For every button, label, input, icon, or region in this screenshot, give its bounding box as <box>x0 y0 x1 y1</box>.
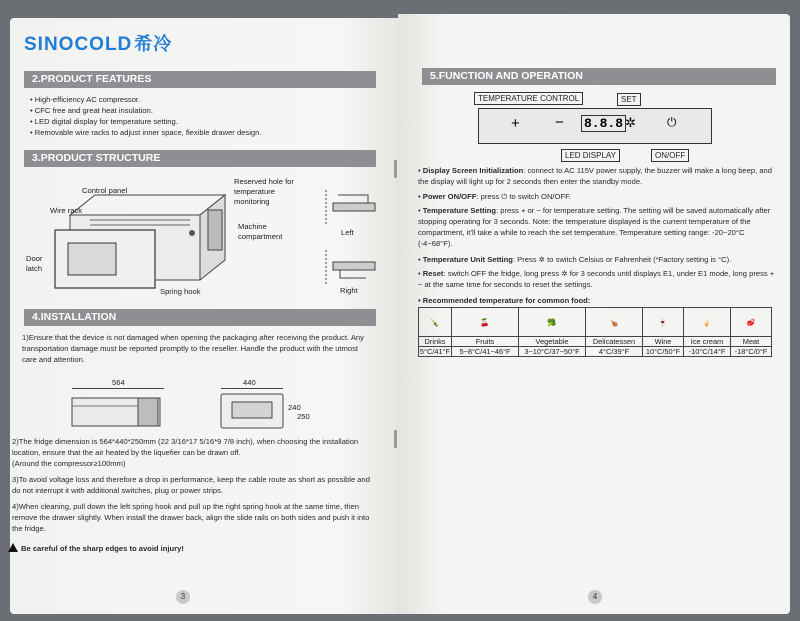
install-step-3: 3)To avoid voltage loss and therefore a drop in performance, keep the cable route as short as possible and do not interrupt it with additional switches, plug or power strips. <box>12 475 370 495</box>
section-title-installation: 4.INSTALLATION <box>24 309 376 326</box>
food-name: Delicatessen <box>586 337 643 347</box>
left-hook-drawing <box>318 185 378 230</box>
section-title-features: 2.PRODUCT FEATURES <box>24 71 376 88</box>
para-temp-setting: • Temperature Setting: press + or − for temperature setting. The setting will be saved automatically after stopping operating for 3 seconds. Note: the temperature displayed is the current temperature of the compartment, it’ll take a while to reach the set temperature. Temperature setting range: -20~20°C (-4~68°F). <box>418 206 771 248</box>
warning-line: Be careful of the sharp edges to avoid injury! <box>8 543 368 554</box>
right-hook-drawing <box>318 248 378 286</box>
page-number-right: 4 <box>588 590 602 604</box>
gear-icon: ✲ <box>625 115 636 130</box>
drinks-icon: 🍾 <box>419 308 452 337</box>
callout-set: SET <box>617 93 641 106</box>
minus-icon: − <box>555 114 564 131</box>
plus-icon: + <box>511 115 520 132</box>
section-title-structure: 3.PRODUCT STRUCTURE <box>24 150 376 167</box>
recommended-title: • Recommended temperature for common food: <box>418 296 591 305</box>
wine-icon: 🍷 <box>643 308 684 337</box>
label-spring-hook: Spring hook <box>160 287 201 296</box>
install-step-4: 4)When cleaning, pull down the left spring hook and pull up the right spring hook at the same time, then remove the drawer slightly. When install the drawer back, align the slide rails on both sides and push it into the fridge. <box>12 502 370 533</box>
food-name: Fruits <box>452 337 519 347</box>
food-temp: -10°C/14°F <box>684 347 731 357</box>
dim-564: 564 <box>112 378 125 387</box>
food-name: Wine <box>643 337 684 347</box>
label-wire-rack: Wire rack <box>50 206 83 215</box>
delicatessen-icon: 🍗 <box>586 308 643 337</box>
sinocold-logo: SINOCOLD 希冷 <box>24 34 173 55</box>
callout-led-display: LED DISPLAY <box>561 149 620 162</box>
food-temp: 10°C/50°F <box>643 347 684 357</box>
food-temp: 4°C/39°F <box>586 347 643 357</box>
label-machine-compartment: Machine compartment <box>238 222 283 241</box>
label-reserved-hole: Reserved hole for temperature monitoring <box>234 177 294 206</box>
label-left: Left <box>341 228 354 237</box>
para-unit-setting: • Temperature Unit Setting: Press ✲ to switch Celsius or Fahrenheit (*Factory setting is °C). <box>418 255 732 264</box>
food-temp: -18°C/0°F <box>731 347 772 357</box>
fruits-icon: 🍒 <box>452 308 519 337</box>
control-panel-drawing <box>478 108 712 144</box>
food-name: Vegetable <box>519 337 586 347</box>
install-step-2: 2)The fridge dimension is 564*440*250mm (22 3/16*17 5/16*9 7/8 inch), when choosing the installation location, ensure that the air heated by the liquefier can be drawn off. (Around the compressor≥100mm) <box>12 437 359 468</box>
label-control-panel: Control panel <box>82 186 128 195</box>
staple-bottom <box>394 430 397 448</box>
food-temp: 3~10°C/37~50°F <box>519 347 586 357</box>
dim-440: 440 <box>243 378 256 387</box>
callout-temperature-control: TEMPERATURE CONTROL <box>474 92 583 105</box>
label-door-latch: Door latch <box>26 254 43 273</box>
power-icon: ⏻ <box>667 115 677 129</box>
staple-top <box>394 160 397 178</box>
para-power: • Power ON/OFF: press ⏻ to switch ON/OFF. <box>418 192 571 201</box>
food-temp: 5~8°C/41~46°F <box>452 347 519 357</box>
para-display-init: • Display Screen Initialization: connect to AC 115V power supply, the buzzer will make a long beep, and the display will light up for 2 seconds then enter the standby mode. <box>418 166 772 186</box>
ice-cream-icon: 🍦 <box>684 308 731 337</box>
food-name: Meat <box>731 337 772 347</box>
warning-icon <box>8 543 18 552</box>
front-view-drawing <box>218 390 288 432</box>
food-temp: 5°C/41°F <box>419 347 451 356</box>
label-right: Right <box>340 286 358 295</box>
food-temperature-table <box>418 307 772 357</box>
section-title-function: 5.FUNCTION AND OPERATION <box>422 68 776 85</box>
para-reset: • Reset: switch OFF the fridge, long press ✲ for 3 seconds until displays E1, under E1 mode, long press +− at the same time for seconds to reset the settings. <box>418 269 775 289</box>
fridge-drawing <box>50 175 240 295</box>
page-number-left: 3 <box>176 590 190 604</box>
food-name: Drinks <box>419 337 452 347</box>
callout-onoff: ON/OFF <box>651 149 689 162</box>
meat-icon: 🥩 <box>731 308 772 337</box>
vegetable-icon: 🥦 <box>519 308 586 337</box>
led-display: 8.8.8 <box>581 115 626 132</box>
dim-240: 240 <box>288 403 301 412</box>
side-view-drawing <box>70 392 166 430</box>
food-name: Ice cream <box>684 337 731 347</box>
install-step-1: 1)Ensure that the device is not damaged when opening the packaging after receiving the product. Any transportation damage must be reported promptly to the reseller. Handle the product with the utmost care and attention. <box>22 333 364 364</box>
features-list: • High-efficiency AC compressor. • CFC free and great heat insulation. • LED digital display for temperature setting. • Removable wire racks to adjust inner space, flexible drawer design. <box>30 95 262 137</box>
dim-250: 250 <box>297 412 310 421</box>
